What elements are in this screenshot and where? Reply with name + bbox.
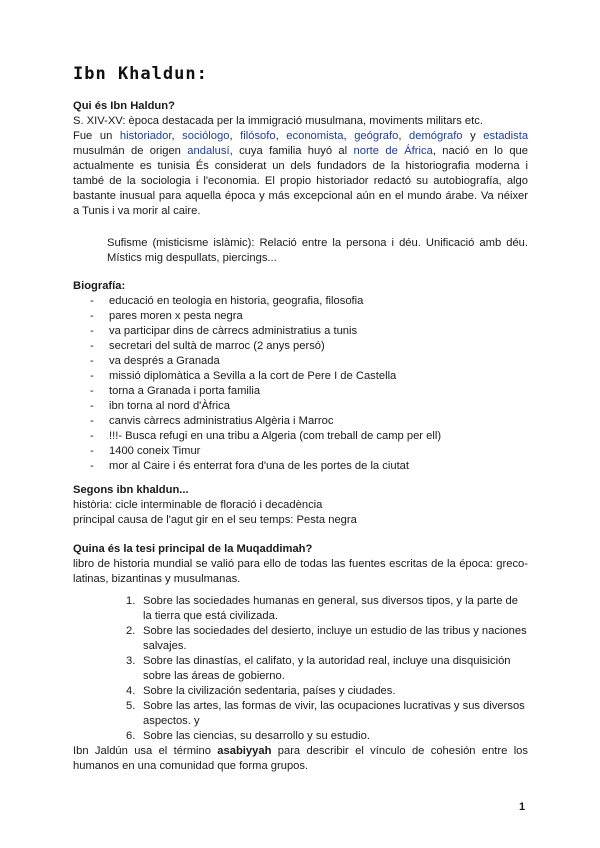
link-economista[interactable]: economista (286, 130, 344, 142)
dash-bullet: - (90, 355, 94, 367)
list-item-text: Sobre las dinastías, el califato, y la autoridad real, incluye una disquisición sobre las áreas de gobierno. (143, 655, 511, 682)
dash-bullet: - (90, 295, 94, 307)
list-item (73, 384, 528, 399)
dash-bullet: - (90, 400, 94, 412)
sep-1: , (171, 130, 183, 142)
heading-segons: Segons ibn khaldun... (73, 484, 189, 496)
list-item (73, 624, 528, 654)
list-item-text: missió diplomàtica a Sevilla a la cort de Pere I de Castella (109, 370, 397, 382)
dash-bullet: - (90, 325, 94, 337)
link-sociologo[interactable]: sociólogo (182, 130, 230, 142)
sep-2: , (229, 130, 241, 142)
heading-tesi: Quina és la tesi principal de la Muqaddimah? (73, 543, 313, 555)
list-item (73, 399, 528, 414)
list-item-text: ibn torna al nord d'Àfrica (109, 400, 230, 412)
list-number: 2. (126, 625, 136, 637)
page-number: 1 (519, 801, 526, 813)
section-segons (73, 483, 528, 528)
dash-bullet: - (90, 460, 94, 472)
link-historiador[interactable]: historiador (119, 130, 172, 142)
closing-end: para describir el vínculo de cohesión entre los humanos en una comunidad que forma grupos. (73, 745, 528, 772)
closing-start: Ibn Jaldún usa el término (73, 745, 218, 757)
heading-biografia: Biografía: (73, 280, 126, 292)
list-item-text: va participar dins de càrrecs administratius a tunis (109, 325, 358, 337)
list-item-text: canvis càrrecs administratius Algèria i Marroc (109, 415, 334, 427)
list-number: 5. (126, 700, 136, 712)
list-item (73, 324, 528, 339)
section-tesi (73, 542, 528, 774)
list-item-text: Sobre la civilización sedentaria, países y ciudades. (143, 685, 396, 697)
bio-paragraph (73, 129, 528, 219)
list-item (73, 339, 528, 354)
list-item (73, 654, 528, 684)
sep-4: , (343, 130, 355, 142)
link-estadista[interactable]: estadista (483, 130, 529, 142)
biografia-list (73, 294, 528, 474)
tesi-closing (73, 744, 528, 774)
list-number: 4. (126, 685, 136, 697)
link-demografo[interactable]: demógrafo (409, 130, 463, 142)
heading-who: Qui és Ibn Haldun? (73, 100, 175, 112)
list-item (73, 444, 528, 459)
tesi-intro: libro de historia mundial se valió para ello de todas las fuentes escritas de la época: greco-latinas, bizantinas y musulmanas. (73, 558, 528, 585)
term-asabiyyah: asabiyyah (217, 745, 272, 757)
list-item-text: Sobre las sociedades del desierto, incluye un estudio de las tribus y naciones salvajes. (143, 625, 527, 652)
bio-text-start: Fue un (73, 130, 120, 142)
link-geografo[interactable]: geógrafo (354, 130, 399, 142)
sep-6: y (462, 130, 484, 142)
list-item-text: pares moren x pesta negra (109, 310, 243, 322)
segons-line-2: principal causa de l'agut gir en el seu temps: Pesta negra (73, 514, 357, 526)
sufisme-note: Sufisme (misticisme islàmic): Relació entre la persona i déu. Unificació amb déu. Místics mig despullats, piercings... (107, 237, 528, 264)
list-item-text: va després a Granada (109, 355, 220, 367)
dash-bullet: - (90, 310, 94, 322)
list-item (73, 429, 528, 444)
list-item-text: secretari del sultà de marroc (2 anys persó) (109, 340, 325, 352)
page-title: Ibn Khaldun: (73, 64, 208, 84)
dash-bullet: - (90, 340, 94, 352)
list-item (73, 414, 528, 429)
list-item (73, 459, 528, 474)
dash-bullet: - (90, 415, 94, 427)
list-number: 3. (126, 655, 136, 667)
list-item (73, 699, 528, 729)
list-item (73, 684, 528, 699)
list-item-text: 1400 coneix Timur (109, 445, 201, 457)
list-number: 6. (126, 730, 136, 742)
sep-5: , (398, 130, 410, 142)
bio-text-mid-1: musulmán de origen (73, 145, 188, 157)
segons-line-1: història: cicle interminable de floració i decadència (73, 499, 323, 511)
list-item (73, 294, 528, 309)
list-number: 1. (126, 595, 136, 607)
list-item-text: educació en teologia en historia, geografia, filosofia (109, 295, 364, 307)
list-item-text: torna a Granada i porta familia (109, 385, 261, 397)
list-item-text: Sobre las sociedades humanas en general, sus diversos tipos, y la parte de la tierra que está civilizada. (143, 595, 518, 622)
list-item (73, 354, 528, 369)
list-item (73, 309, 528, 324)
tesi-list (73, 594, 528, 744)
dash-bullet: - (90, 370, 94, 382)
era-line: S. XIV-XV: època destacada per la immigració musulmana, moviments militars etc. (73, 115, 483, 127)
dash-bullet: - (90, 385, 94, 397)
list-item-text: !!!- Busca refugi en una tribu a Algeria (com treball de camp per ell) (109, 430, 442, 442)
link-andalusi[interactable]: andalusí (187, 145, 230, 157)
sep-3: , (275, 130, 287, 142)
list-item (73, 729, 528, 744)
list-item-text: Sobre las artes, las formas de vivir, las ocupaciones lucrativas y sus diversos aspectos. y (143, 700, 525, 727)
link-norte-africa[interactable]: norte de África (353, 145, 433, 157)
bio-text-mid-2: , cuya familia huyó al (229, 145, 354, 157)
link-filosofo[interactable]: filósofo (240, 130, 276, 142)
section-who (73, 99, 528, 219)
bio-text-end: , nació en lo que actualmente es tunisia És considerat un dels fundadors de la historiografia moderna i també de la sociologia i l'economia. El propio historiador redactó su autobiografía, algo bastante inusual para aquella época y más excepcional aún en el mundo árabe. Va néixer a Tunis i va morir al caire. (73, 145, 528, 217)
dash-bullet: - (90, 445, 94, 457)
list-item-text: mor al Caire i és enterrat fora d'una de les portes de la ciutat (109, 460, 410, 472)
section-biografia (73, 279, 528, 474)
list-item (73, 594, 528, 624)
list-item-text: Sobre las ciencias, su desarrollo y su estudio. (143, 730, 370, 742)
list-item (73, 369, 528, 384)
dash-bullet: - (90, 430, 94, 442)
